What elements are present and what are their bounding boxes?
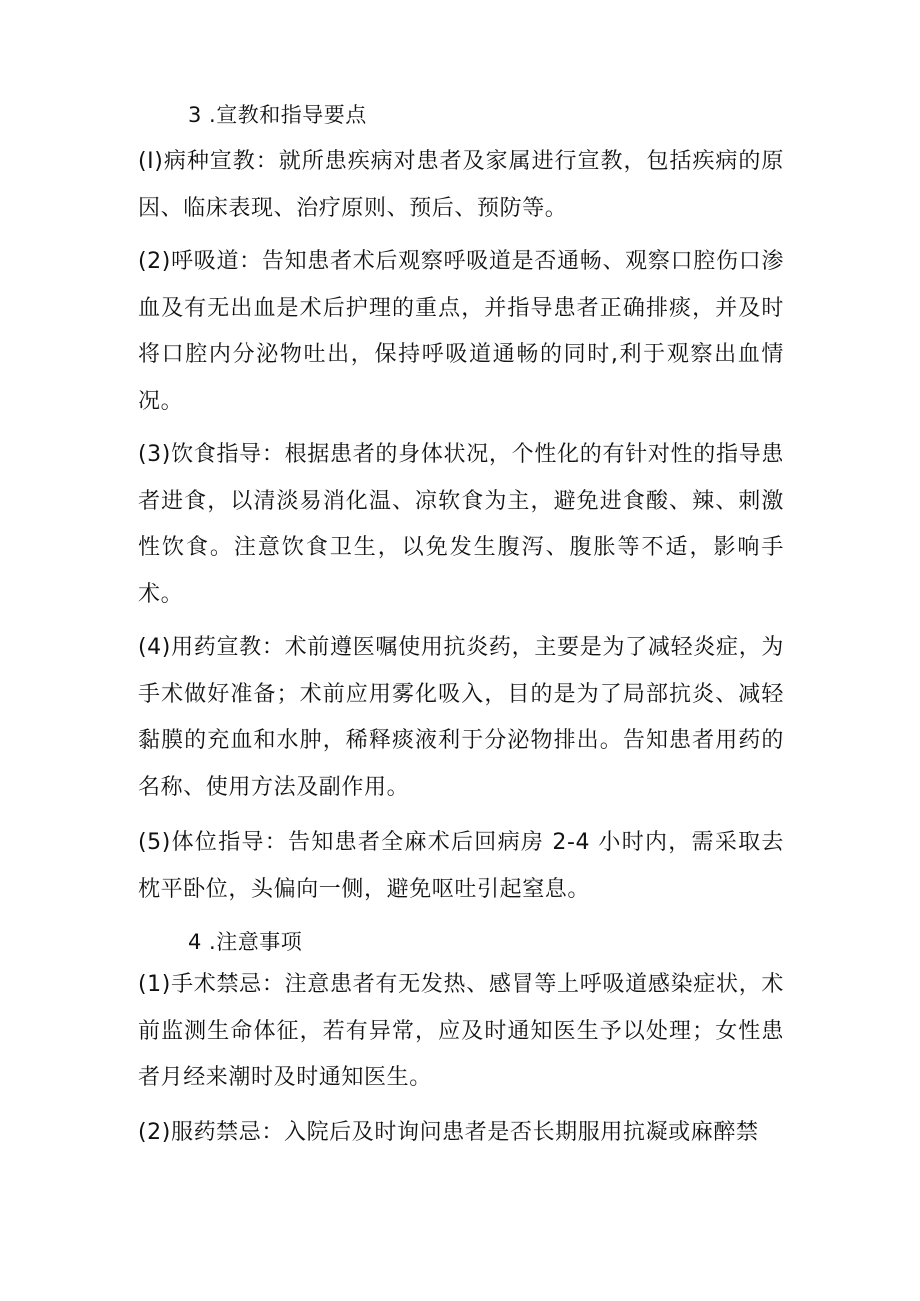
item-medication-education: (4)用药宣教：术前遵医嘱使用抗炎药，主要是为了减轻炎症，为手术做好准备；术前应用雾化吸入，目的是为了局部抗炎、减轻黏膜的充血和水肿，稀释痰液利于分泌物排出。告知患者用药的名称、使用方法及副作用。 [138, 635, 784, 800]
section-4-heading: 4 .注意事项 [188, 930, 303, 954]
item-disease-education: (I)病种宣教：就所患疾病对患者及家属进行宣教，包括疾病的原因、临床表现、治疗原则、预后、预防等。 [138, 149, 784, 221]
item-diet-guidance: (3)饮食指导：根据患者的身体状况，个性化的有针对性的指导患者进食，以清淡易消化温、凉软食为主，避免进食酸、辣、刺激性饮食。注意饮食卫生，以免发生腹泻、腹胀等不适，影响手术。 [138, 442, 784, 607]
item-medication-contraindication: (2)服药禁忌：入院后及时询问患者是否长期服用抗凝或麻醉禁 [138, 1120, 759, 1145]
item-surgery-contraindication: (1)手术禁忌：注意患者有无发热、感冒等上呼吸道感染症状，术前监测生命体征，若有异常，应及时通知医生予以处理；女性患者月经来潮时及时通知医生。 [138, 972, 784, 1090]
item-position-guidance: (5)体位指导：告知患者全麻术后回病房 2-4 小时内，需采取去枕平卧位，头偏向一侧，避免呕吐引起窒息。 [138, 830, 784, 902]
item-respiratory: (2)呼吸道：告知患者术后观察呼吸道是否通畅、观察口腔伤口渗血及有无出血是术后护理的重点，并指导患者正确排痰，并及时将口腔内分泌物吐出，保持呼吸道通畅的同时,利于观察出血情况。 [138, 249, 784, 414]
section-3-heading: 3 .宣教和指导要点 [188, 103, 367, 127]
